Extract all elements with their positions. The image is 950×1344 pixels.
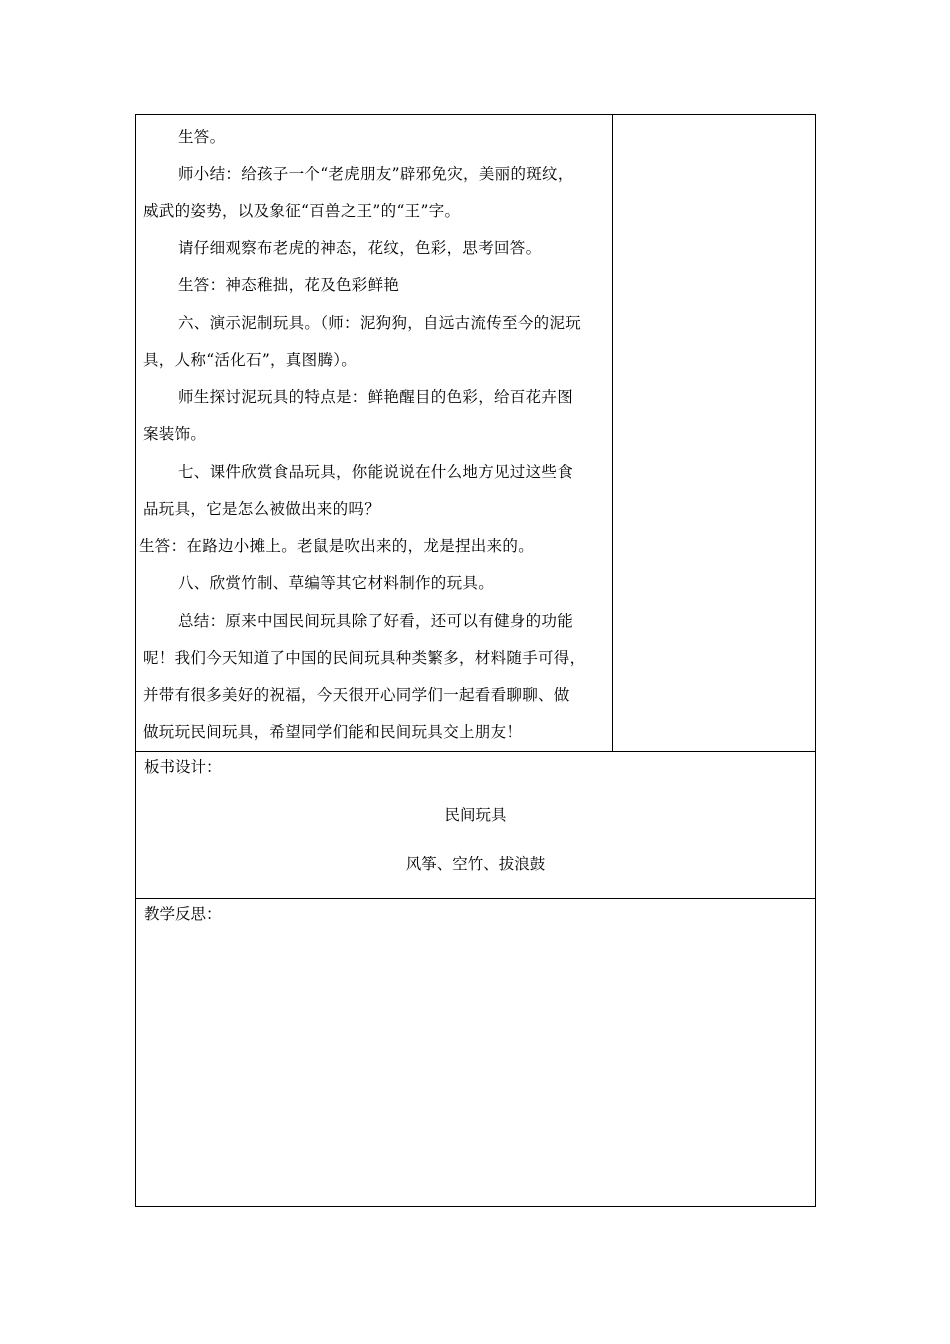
teaching-reflection-row (136, 899, 815, 1206)
notes-cell (613, 115, 815, 751)
teaching-reflection-label: 教学反思： (144, 905, 222, 923)
lesson-line: 师小结：给孩子一个“老虎朋友”辟邪免灾，美丽的斑纹， (178, 165, 574, 183)
lesson-line: 做玩玩民间玩具，希望同学们能和民间玩具交上朋友！ (143, 723, 523, 741)
board-items: 风筝、空竹、拔浪鼓 (405, 855, 546, 873)
lesson-line: 师生探讨泥玩具的特点是：鲜艳醒目的色彩，给百花卉图 (178, 388, 574, 406)
lesson-line: 生答：在路边小摊上。老鼠是吹出来的，龙是捏出来的。 (139, 537, 535, 555)
lesson-process-cell (136, 115, 613, 751)
lesson-line: 生答。 (178, 128, 226, 146)
lesson-line: 并带有很多美好的祝福，今天很开心同学们一起看看聊聊、做 (143, 686, 570, 704)
lesson-line: 品玩具，它是怎么被做出来的吗？ (143, 500, 381, 518)
lesson-line: 呢！我们今天知道了中国的民间玩具种类繁多，材料随手可得， (143, 649, 586, 667)
lesson-line: 生答：神态稚拙，花及色彩鲜艳 (178, 276, 400, 294)
lesson-line: 案装饰。 (143, 425, 207, 443)
lesson-process-row (136, 115, 815, 752)
lesson-line: 八、欣赏竹制、草编等其它材料制作的玩具。 (178, 574, 495, 592)
board-design-label: 板书设计： (144, 758, 222, 776)
lesson-line: 七、课件欣赏食品玩具，你能说说在什么地方见过这些食 (178, 463, 574, 481)
lesson-line: 请仔细观察布老虎的神态，花纹，色彩，思考回答。 (178, 239, 542, 257)
lesson-plan-table (135, 114, 816, 1207)
lesson-line: 总结：原来中国民间玩具除了好看，还可以有健身的功能 (178, 612, 574, 630)
lesson-line: 具，人称“活化石”，真图腾）。 (143, 351, 358, 369)
board-title: 民间玩具 (444, 806, 507, 824)
board-design-row (136, 752, 815, 899)
lesson-line: 六、演示泥制玩具。（师：泥狗狗，自远古流传至今的泥玩 (178, 314, 582, 332)
lesson-line: 威武的姿势，以及象征“百兽之王”的“王”字。 (143, 202, 461, 220)
